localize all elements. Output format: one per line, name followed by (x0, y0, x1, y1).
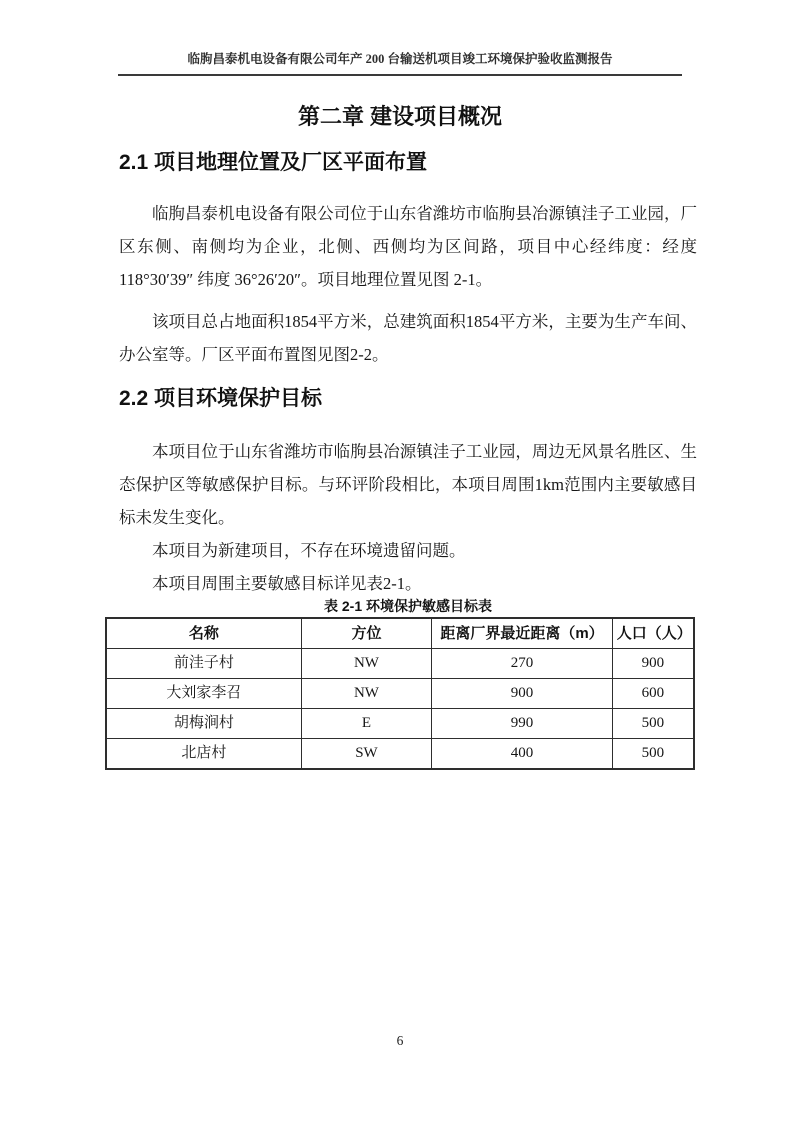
header-cell-distance: 距离厂界最近距离（m） (432, 618, 613, 649)
cell-population: 600 (612, 679, 694, 709)
paragraph-area: 该项目总占地面积1854平方米，总建筑面积1854平方米，主要为生产车间、办公室等。厂区平面布置图见图2-2。 (119, 312, 697, 364)
page-number: 6 (396, 1033, 404, 1048)
page-content (119, 150, 697, 770)
header-cell-name: 名称 (106, 618, 301, 649)
cell-distance: 270 (432, 649, 613, 679)
cell-name: 胡梅涧村 (106, 709, 301, 739)
cell-population: 900 (612, 649, 694, 679)
cell-direction: SW (301, 739, 432, 770)
cell-direction: NW (301, 649, 432, 679)
paragraph-location: 临朐昌泰机电设备有限公司位于山东省潍坊市临朐县冶源镇洼子工业园，厂区东侧、南侧均为企业，北侧、西侧均为区间路，项目中心经纬度：经度 118°30′39″ 纬度 36°26′20″。项目地理位置见图 2-1。 (119, 204, 697, 289)
cell-name: 北店村 (106, 739, 301, 770)
cell-direction: E (301, 709, 432, 739)
sensitive-targets-table (105, 617, 695, 770)
chapter-title: 第二章 建设项目概况 (297, 104, 503, 129)
cell-direction: NW (301, 679, 432, 709)
table-row (106, 679, 694, 709)
cell-name: 前洼子村 (106, 649, 301, 679)
paragraph-table-reference: 本项目周围主要敏感目标详见表2-1。 (152, 574, 422, 593)
section-heading-2-2: 2.2 项目环境保护目标 (119, 387, 323, 410)
table-row (106, 709, 694, 739)
running-header: 临朐昌泰机电设备有限公司年产 200 台输送机项目竣工环境保护验收监测报告 (118, 51, 682, 76)
cell-population: 500 (612, 739, 694, 770)
paragraph-protection-targets: 本项目位于山东省潍坊市临朐县冶源镇洼子工业园，周边无风景名胜区、生态保护区等敏感保护目标。与环评阶段相比，本项目周围1km范围内主要敏感目标未发生变化。 (119, 442, 697, 527)
header-cell-direction: 方位 (301, 618, 432, 649)
table-caption: 表 2-1 环境保护敏感目标表 (323, 598, 492, 614)
paragraph-new-project: 本项目为新建项目，不存在环境遗留问题。 (152, 541, 466, 560)
cell-distance: 400 (432, 739, 613, 770)
header-cell-population: 人口（人） (612, 618, 694, 649)
section-heading-2-1: 2.1 项目地理位置及厂区平面布置 (119, 151, 428, 174)
cell-distance: 900 (432, 679, 613, 709)
table-row (106, 739, 694, 770)
cell-distance: 990 (432, 709, 613, 739)
cell-name: 大刘家李召 (106, 679, 301, 709)
cell-population: 500 (612, 709, 694, 739)
table-header-row (106, 618, 694, 649)
table-row (106, 649, 694, 679)
